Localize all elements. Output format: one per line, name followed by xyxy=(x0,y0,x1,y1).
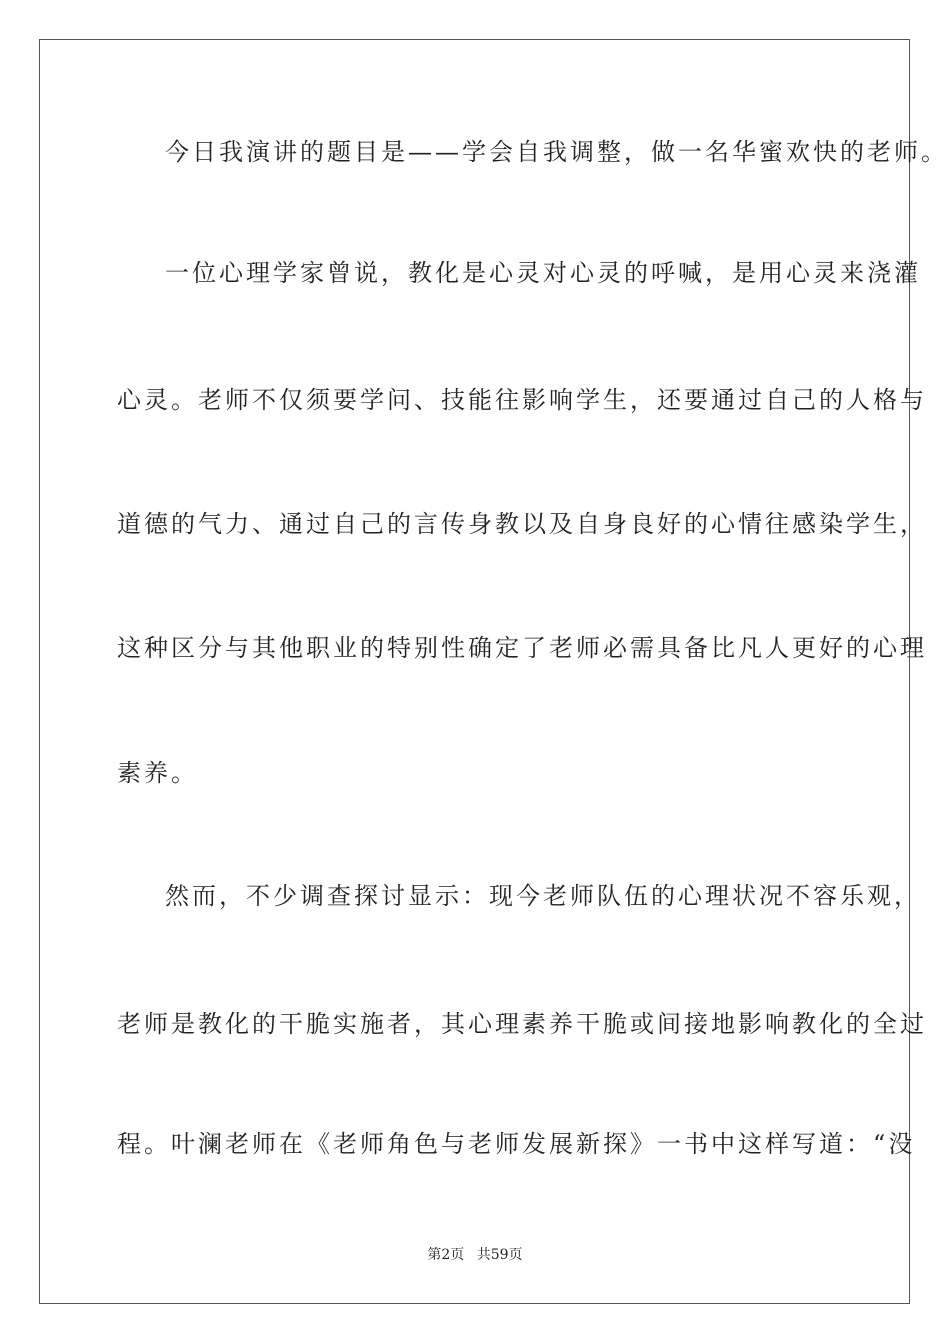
paragraph-line-2: 一位心理学家曾说，教化是心灵对心灵的呼喊，是用心灵来浇灌 xyxy=(165,259,921,287)
paragraph-line-6: 素养。 xyxy=(117,759,198,787)
page-footer xyxy=(0,1245,950,1265)
paragraph-line-8: 老师是教化的干脆实施者，其心理素养干脆或间接地影响教化的全过 xyxy=(117,1010,927,1038)
page-border xyxy=(39,39,948,1304)
paragraph-line-4: 道德的气力、通过自己的言传身教以及自身良好的心情往感染学生， xyxy=(117,510,927,538)
paragraph-line-1: 今日我演讲的题目是——学会自我调整，做一名华蜜欢快的老师。 xyxy=(165,138,948,166)
paragraph-line-9: 程。叶澜老师在《老师角色与老师发展新探》一书中这样写道：“没 xyxy=(117,1130,916,1158)
page-number-current: 第2页 xyxy=(427,1247,465,1263)
page-number-total: 共59页 xyxy=(476,1247,523,1263)
paragraph-line-3: 心灵。老师不仅须要学问、技能往影响学生，还要通过自己的人格与 xyxy=(117,386,927,414)
paragraph-line-7: 然而，不少调查探讨显示：现今老师队伍的心理状况不容乐观， xyxy=(165,882,921,910)
paragraph-line-5: 这种区分与其他职业的特别性确定了老师必需具备比凡人更好的心理 xyxy=(117,634,927,662)
